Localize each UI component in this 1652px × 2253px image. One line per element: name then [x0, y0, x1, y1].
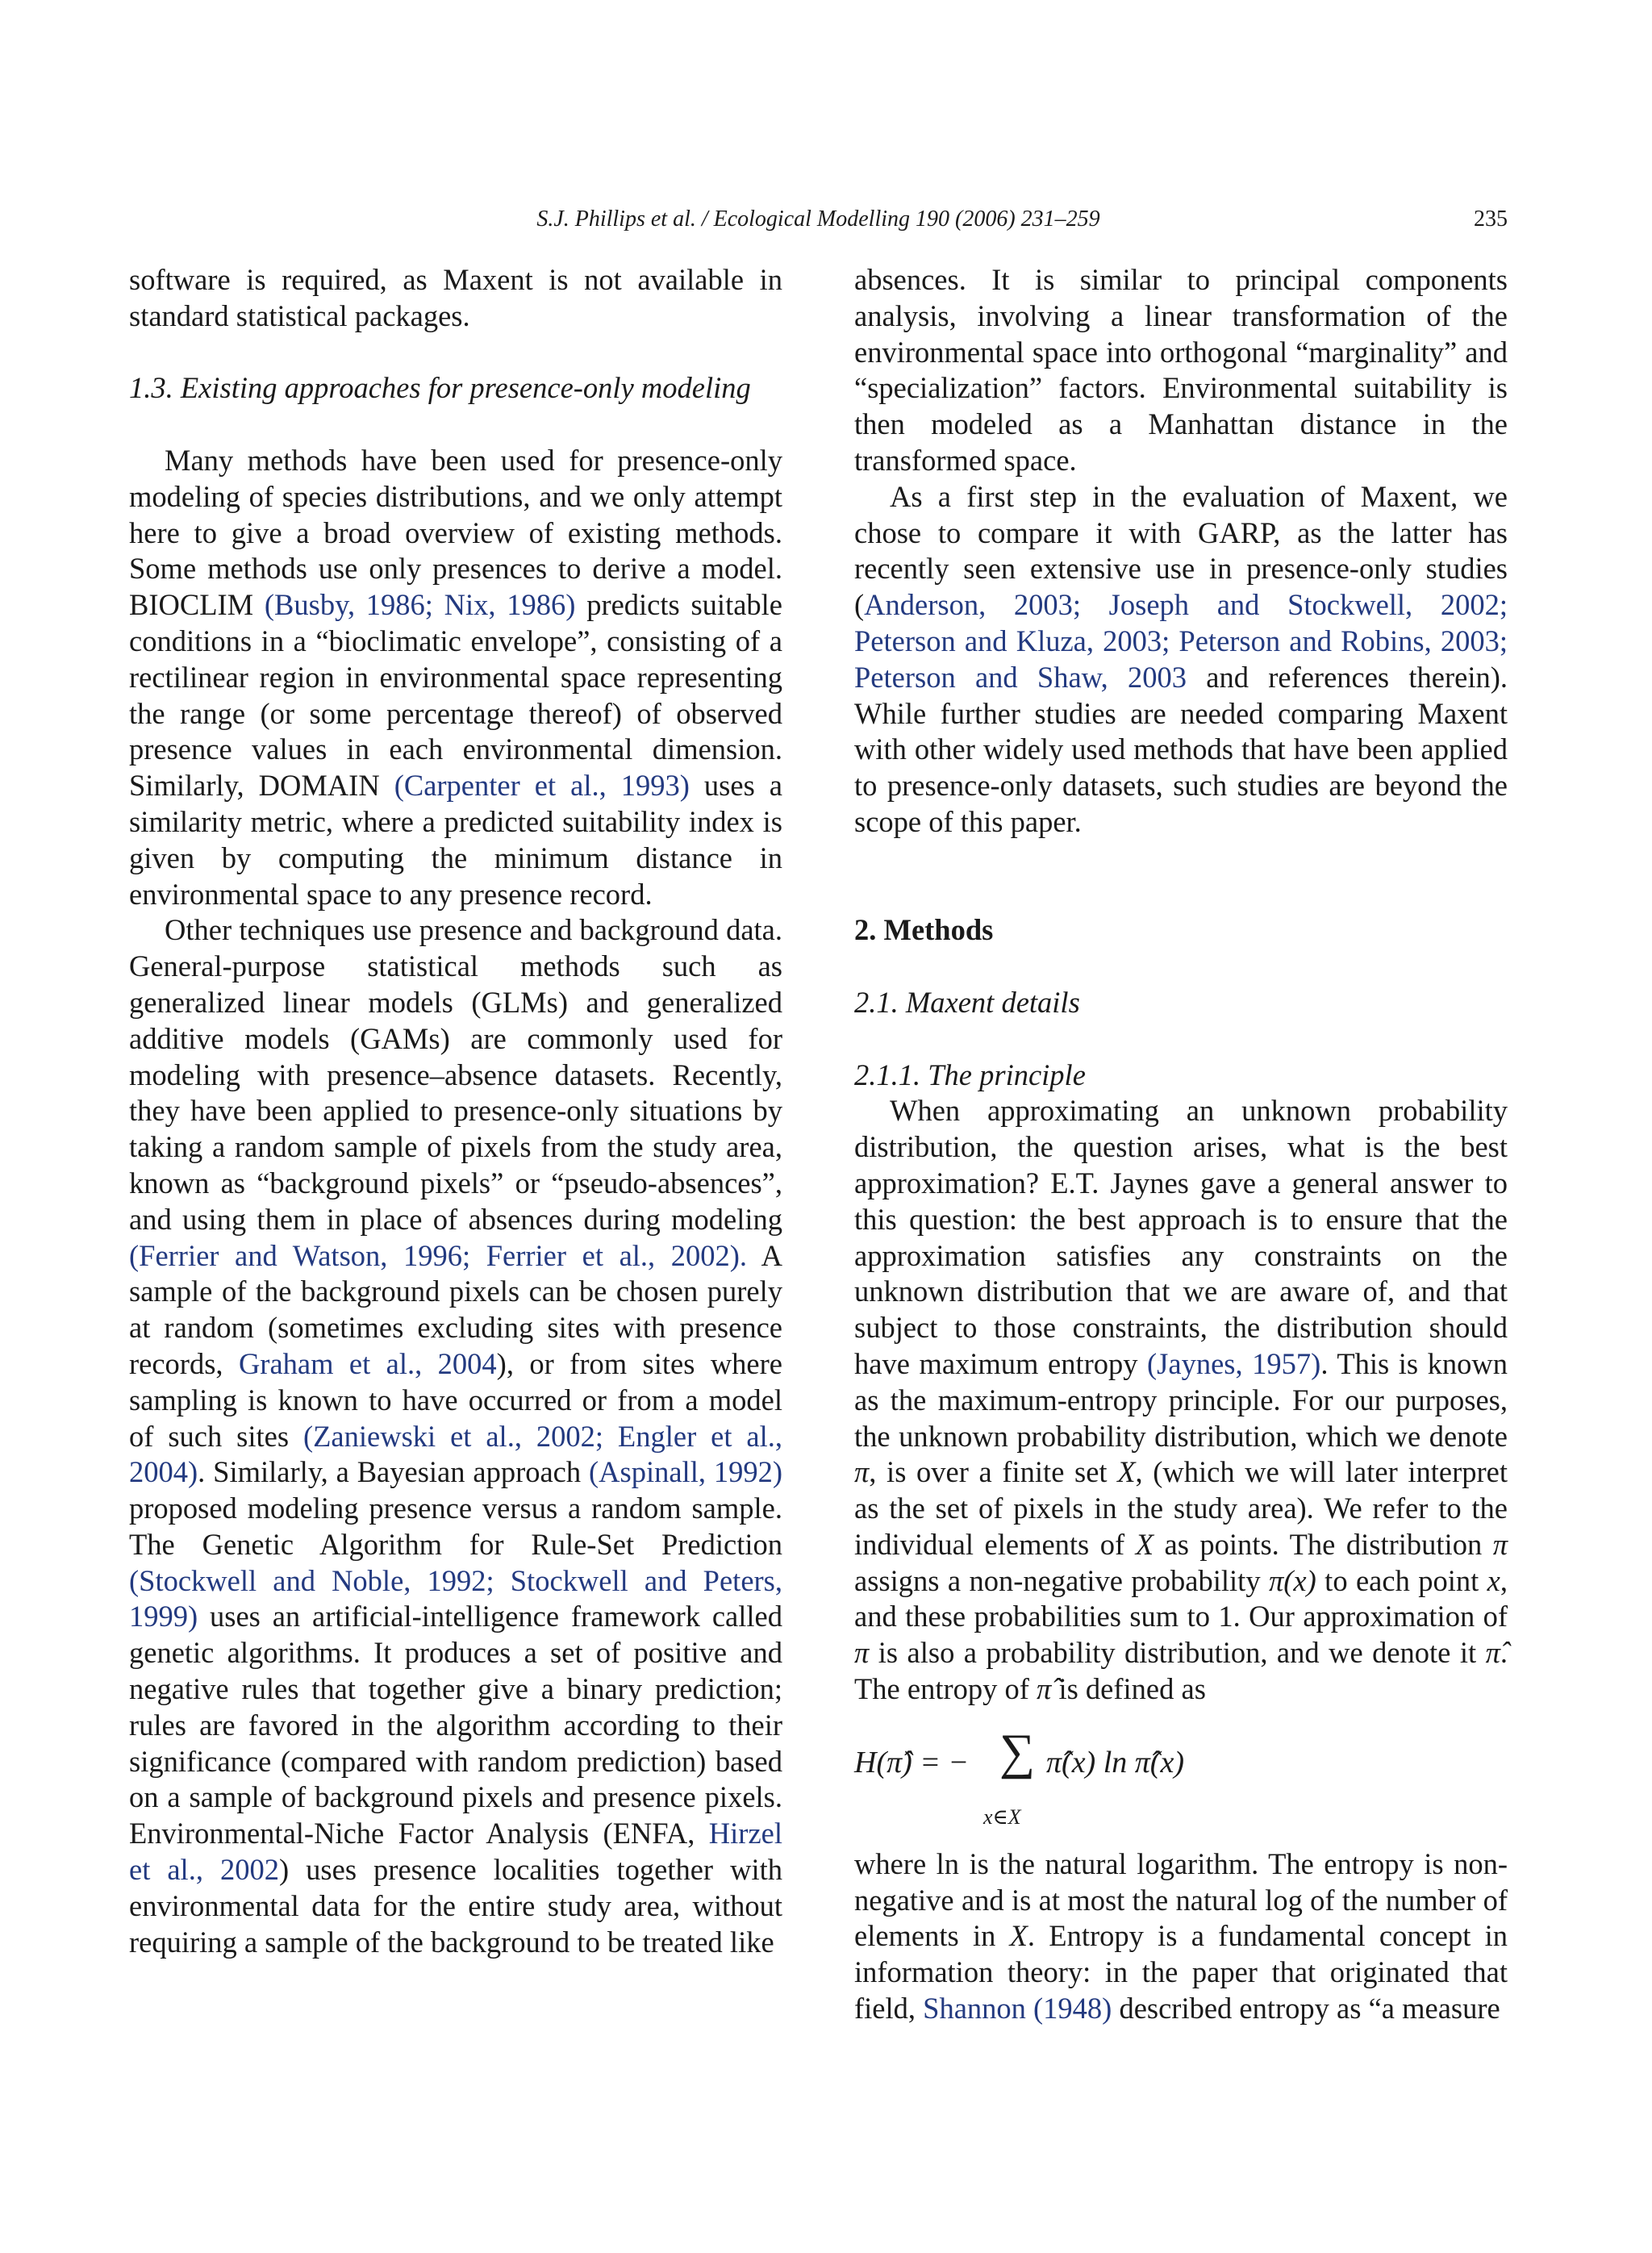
paragraph-presence-only-methods: Many methods have been used for presence-only modeling of species distributions, and we only attempt here to give a broad overview of existing methods. Some methods use only presences to derive a model. BIOCLIM (Busby, 1986; Nix, 1986) predicts suitable conditions in a “bioclimatic envelope”, consisting of a rectilinear region in environmental space representing the range (or some percentage thereof) of observed presence values in each environmental dimension. Similarly, DOMAIN (Carpenter et al., 1993) uses a similarity metric, where a predicted suitability index is given by computing the minimum distance in environmental space to any presence record.: [129, 443, 783, 911]
subsubsection-heading-principle: 2.1.1. The principle: [854, 1058, 1086, 1091]
citation-link[interactable]: (Jaynes, 1957): [1147, 1346, 1321, 1380]
running-header: [129, 207, 1508, 239]
left-column: [129, 262, 782, 1960]
right-column: [854, 262, 1508, 2027]
running-title: S.J. Phillips et al. / Ecological Modelling 190 (2006) 231–259: [536, 207, 1100, 232]
paragraph-continuation: software is required, as Maxent is not available in standard statistical packages.: [129, 263, 782, 332]
citation-link[interactable]: (Busby, 1986; Nix, 1986): [264, 588, 576, 622]
citation-link[interactable]: (Stockwell and Noble, 1992; Stockwell and Peters, 1999): [129, 1563, 782, 1633]
citation-link[interactable]: (Aspinall, 1992): [589, 1455, 782, 1489]
page-number: 235: [1474, 207, 1508, 232]
paragraph-garp-comparison: As a first step in the evaluation of Maxent, we chose to compare it with GARP, as the latter has recently seen extensive use in presence-only studies (Anderson, 2003; Joseph and Stockwell, 2002; Peterson and Kluza, 2003; Peterson and Robins, 2003; Peterson and Shaw, 2003 and references therein). While further studies are needed comparing Maxent with other widely used methods that have been applied to presence-only datasets, such studies are beyond the scope of this paper.: [854, 479, 1508, 838]
citation-link[interactable]: Shannon (1948): [923, 1992, 1112, 2026]
citation-link[interactable]: Anderson, 2003; Joseph and Stockwell, 2002; Peterson and Kluza, 2003; Peterson and Robins, 2003; Peterson and Shaw, 2003: [854, 588, 1508, 694]
citation-link[interactable]: Graham et al., 2004: [238, 1346, 497, 1380]
section-heading-1-3: 1.3. Existing approaches for presence-only modeling: [129, 371, 751, 405]
entropy-equation: [854, 1725, 1508, 1838]
summation-symbol: ∑: [999, 1724, 1036, 1779]
equation-rhs: π̂(x) ln π̂(x): [1046, 1745, 1184, 1779]
section-heading-methods: 2. Methods: [854, 913, 994, 947]
citation-link[interactable]: Hirzel et al., 2002: [129, 1817, 782, 1887]
paragraph-maxent-principle: When approximating an unknown probability distribution, the question arises, what is the best approximation? E.T. Jaynes gave a general answer to this question: the best approach is to ensure that the approximation satisfies any constraints on the unknown distribution that we are aware of, and that subject to those constraints, the distribution should have maximum entropy (Jaynes, 1957). This is known as the maximum-entropy principle. For our purposes, the unknown probability distribution, which we denote π, is over a finite set X, (which we will later interpret as the set of pixels in the study area). We refer to the individual elements of X as points. The distribution π assigns a non-negative probability π(x) to each point x, and these probabilities sum to 1. Our approximation of π is also a probability distribution, and we denote it π̂. The entropy of π̂ is defined as: [854, 1094, 1508, 1706]
citation-link[interactable]: (Zaniewski et al., 2002; Engler et al., 2004): [129, 1419, 782, 1489]
equation-lhs: H(π̂) = −: [854, 1745, 970, 1779]
paragraph-continuation: absences. It is similar to principal components analysis, involving a linear transformation of the environmental space into orthogonal “marginality” and “specialization” factors. Environmental suitability is then modeled as a Manhattan distance in the transformed space.: [854, 263, 1508, 477]
subsection-heading-maxent-details: 2.1. Maxent details: [854, 985, 1080, 1019]
citation-link[interactable]: (Ferrier and Watson, 1996; Ferrier et al., 2002).: [129, 1238, 748, 1272]
paragraph-entropy-definition: where ln is the natural logarithm. The entropy is non-negative and is at most the natural log of the number of elements in X. Entropy is a fundamental concept in information theory: in the paper that originated that field, Shannon (1948) described entropy as “a measure: [854, 1846, 1508, 2026]
summation-subscript: x∈X: [983, 1804, 1021, 1829]
paragraph-background-methods: Other techniques use presence and background data. General-purpose statistical methods such as generalized linear models (GLMs) and generalized additive models (GAMs) are commonly used for modeling with presence–absence datasets. Recently, they have been applied to presence-only situations by taking a random sample of pixels from the study area, known as “background pixels” or “pseudo-absences”, and using them in place of absences during modeling (Ferrier and Watson, 1996; Ferrier et al., 2002). A sample of the background pixels can be chosen purely at random (sometimes excluding sites with presence records, Graham et al., 2004), or from sites where sampling is known to have occurred or from a model of such sites (Zaniewski et al., 2002; Engler et al., 2004). Similarly, a Bayesian approach (Aspinall, 1992) proposed modeling presence versus a random sample. The Genetic Algorithm for Rule-Set Prediction (Stockwell and Noble, 1992; Stockwell and Peters, 1999) uses an artificial-intelligence framework called genetic algorithms. It produces a set of positive and negative rules that together give a binary prediction; rules are favored in the algorithm according to their significance (compared with random prediction) based on a sample of background pixels and presence pixels. Environmental-Niche Factor Analysis (ENFA, Hirzel et al., 2002) uses presence localities together with environmental data for the entire study area, without requiring a sample of the background to be treated like: [129, 913, 782, 1959]
citation-link[interactable]: (Carpenter et al., 1993): [394, 769, 690, 803]
